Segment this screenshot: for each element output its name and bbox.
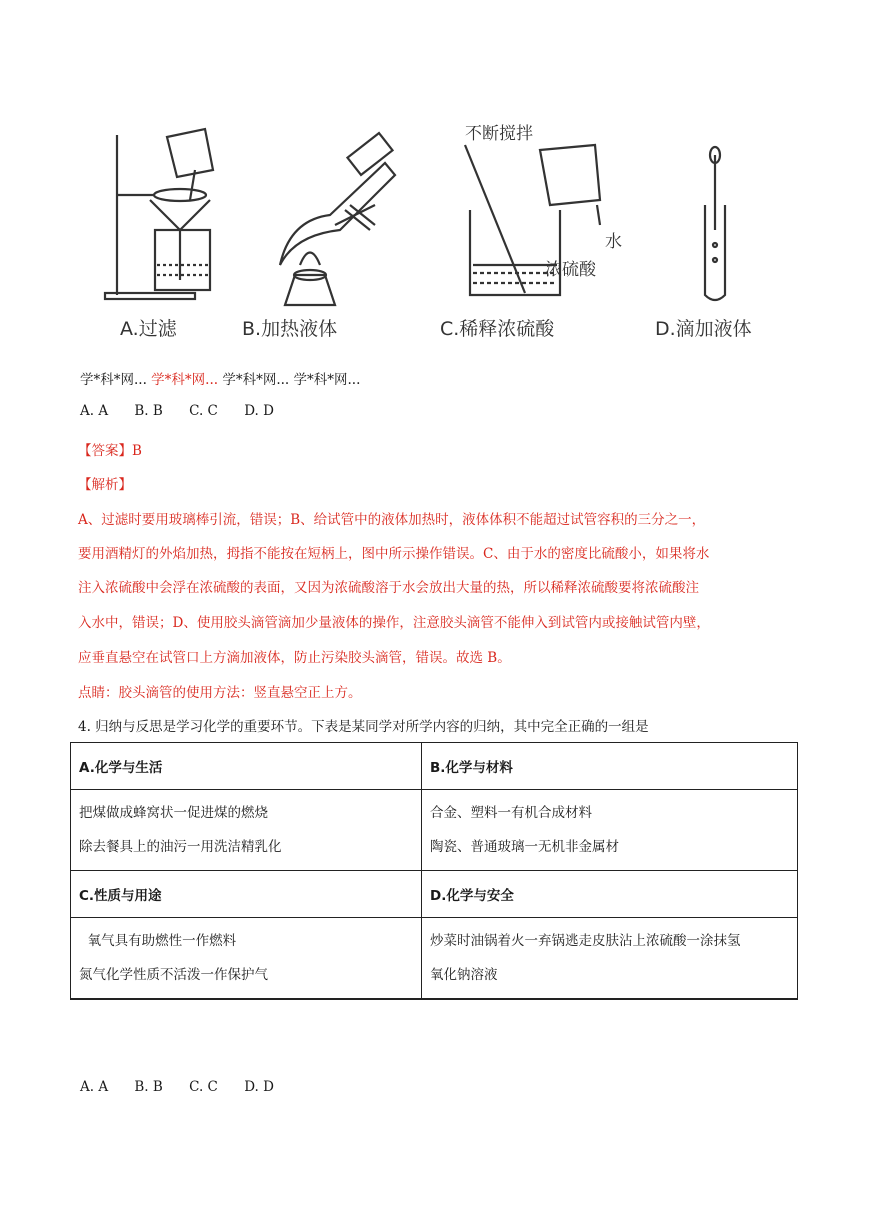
watermark-line — [80, 368, 360, 388]
cell-line: 炒菜时油锅着火一弃锅逃走皮肤沾上浓硫酸一涂抹氢 — [430, 933, 741, 949]
analysis-line: 要用酒精灯的外焰加热，拇指不能按在短柄上，图中所示操作错误。C、由于水的密度比硫酸小，如果将水 — [78, 546, 710, 562]
option-c[interactable]: C. C — [189, 1079, 218, 1095]
option-b[interactable]: B. B — [134, 1079, 163, 1095]
cell-line: 氧化钠溶液 — [430, 967, 498, 983]
option-a[interactable]: A. A — [80, 1079, 109, 1095]
cell-c-body — [71, 918, 422, 1000]
option-a[interactable]: A. A — [80, 403, 109, 419]
watermark-text: 学*科*网... — [151, 372, 219, 388]
stir-label: 不断搅拌 — [465, 124, 533, 144]
cell-line: 除去餐具上的油污一用洗洁精乳化 — [79, 839, 282, 855]
cell-d-title: D.化学与安全 — [422, 871, 798, 918]
cell-d-body — [422, 918, 798, 1000]
water-label: 水 — [605, 232, 622, 252]
cell-b-title: B.化学与材料 — [422, 743, 798, 790]
cell-a-title: A.化学与生活 — [71, 743, 422, 790]
watermark-text: 学*科*网... — [222, 372, 290, 388]
option-d[interactable]: D. D — [244, 403, 274, 419]
caption-b: B.加热液体 — [242, 318, 338, 340]
analysis-line: A、过滤时要用玻璃棒引流，错误；B、给试管中的液体加热时，液体体积不能超过试管容积的三分之一， — [78, 512, 706, 528]
q4-options — [80, 1079, 296, 1095]
tip-line: 点睛：胶头滴管的使用方法：竖直悬空正上方。 — [78, 685, 362, 701]
analysis-line: 注入浓硫酸中会浮在浓硫酸的表面，又因为浓硫酸溶于水会放出大量的热，所以稀释浓硫酸要将浓硫酸注 — [78, 580, 699, 596]
option-b[interactable]: B. B — [134, 403, 163, 419]
caption-c: C.稀释浓硫酸 — [440, 318, 555, 340]
watermark-text: 学*科*网... — [293, 372, 361, 388]
cell-line: 陶瓷、普通玻璃一无机非金属材 — [430, 839, 619, 855]
analysis-line: 应垂直悬空在试管口上方滴加液体，防止污染胶头滴管，错误。故选 B。 — [78, 650, 511, 666]
cell-line: 把煤做成蜂窝状一促进煤的燃烧 — [79, 805, 268, 821]
caption-d: D.滴加液体 — [655, 318, 752, 340]
q4-table — [70, 742, 798, 1000]
q4-stem: 4. 归纳与反思是学习化学的重要环节。下表是某同学对所学内容的归纳，其中完全正确的一组是 — [78, 719, 649, 735]
option-c[interactable]: C. C — [189, 403, 218, 419]
cell-c-title: C.性质与用途 — [71, 871, 422, 918]
cell-line: 氧气具有助燃性一作燃料 — [79, 933, 237, 949]
q3-options — [80, 403, 296, 419]
cell-line: 合金、塑料一有机合成材料 — [430, 805, 592, 821]
watermark-text: 学*科*网... — [80, 372, 147, 388]
caption-a: A.过滤 — [120, 318, 177, 340]
option-d[interactable]: D. D — [244, 1079, 274, 1095]
cell-a-body — [71, 790, 422, 871]
acid-label: 浓硫酸 — [545, 260, 596, 280]
analysis-label: 【解析】 — [78, 477, 132, 493]
cell-b-body — [422, 790, 798, 871]
analysis-line: 入水中，错误；D、使用胶头滴管滴加少量液体的操作，注意胶头滴管不能伸入到试管内或接触试管内壁， — [78, 615, 710, 631]
answer-line: 【答案】B — [78, 443, 142, 459]
lab-operations-figure — [95, 115, 775, 350]
cell-line: 氮气化学性质不活泼一作保护气 — [79, 967, 268, 983]
